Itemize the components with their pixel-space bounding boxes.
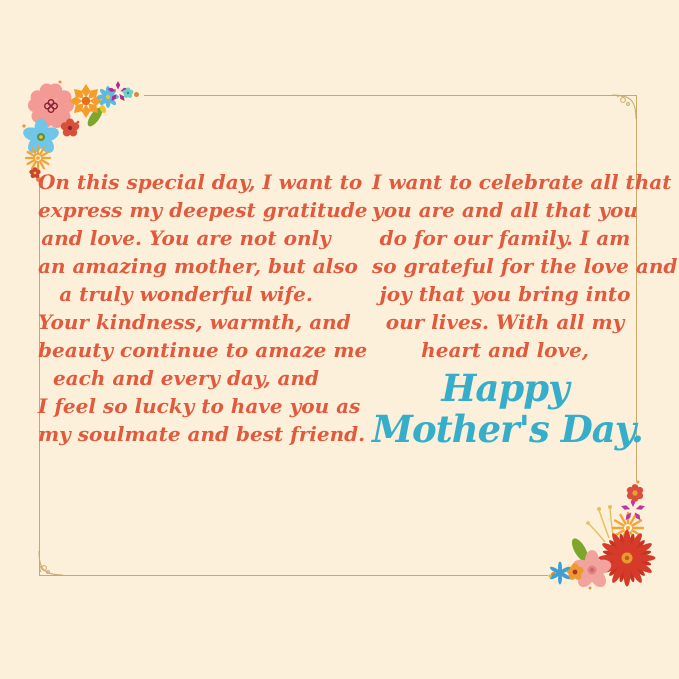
message-line: I want to celebrate all that — [372, 170, 672, 194]
message-line: and love. You are not only — [41, 226, 331, 250]
flower-cluster-top-left-icon — [16, 76, 140, 182]
message-line: so grateful for the love and — [372, 254, 678, 278]
headline-line-1: Happy — [441, 366, 569, 410]
left-page-message — [38, 168, 368, 448]
headline-line-2: Mother's Day. — [372, 407, 643, 451]
message-line: our lives. With all my — [385, 310, 625, 334]
message-line: each and every day, and — [52, 366, 320, 390]
message-line: a truly wonderful wife. — [59, 282, 313, 306]
message-line: beauty continue to amaze me — [38, 338, 368, 362]
message-line: do for our family. I am — [379, 226, 631, 250]
filigree-corner-top-right-icon — [606, 93, 638, 125]
message-line: Your kindness, warmth, and — [38, 310, 351, 334]
message-line: an amazing mother, but also — [38, 254, 358, 278]
frame-top-line — [144, 95, 636, 96]
message-line: you are and all that you — [372, 198, 638, 222]
right-page-message — [372, 168, 678, 451]
message-line: On this special day, I want to — [38, 170, 363, 194]
happy-mothers-day-headline — [372, 366, 643, 451]
filigree-corner-bottom-left-icon — [37, 545, 69, 577]
message-line: I feel so lucky to have you as — [38, 394, 361, 418]
message-line: express my deepest gratitude — [38, 198, 368, 222]
message-line: my soulmate and best friend. — [38, 422, 366, 446]
frame-bottom-line — [39, 575, 548, 576]
message-line: joy that you bring into — [379, 282, 631, 306]
flower-cluster-bottom-right-icon — [543, 480, 673, 612]
message-line: heart and love, — [421, 338, 589, 362]
